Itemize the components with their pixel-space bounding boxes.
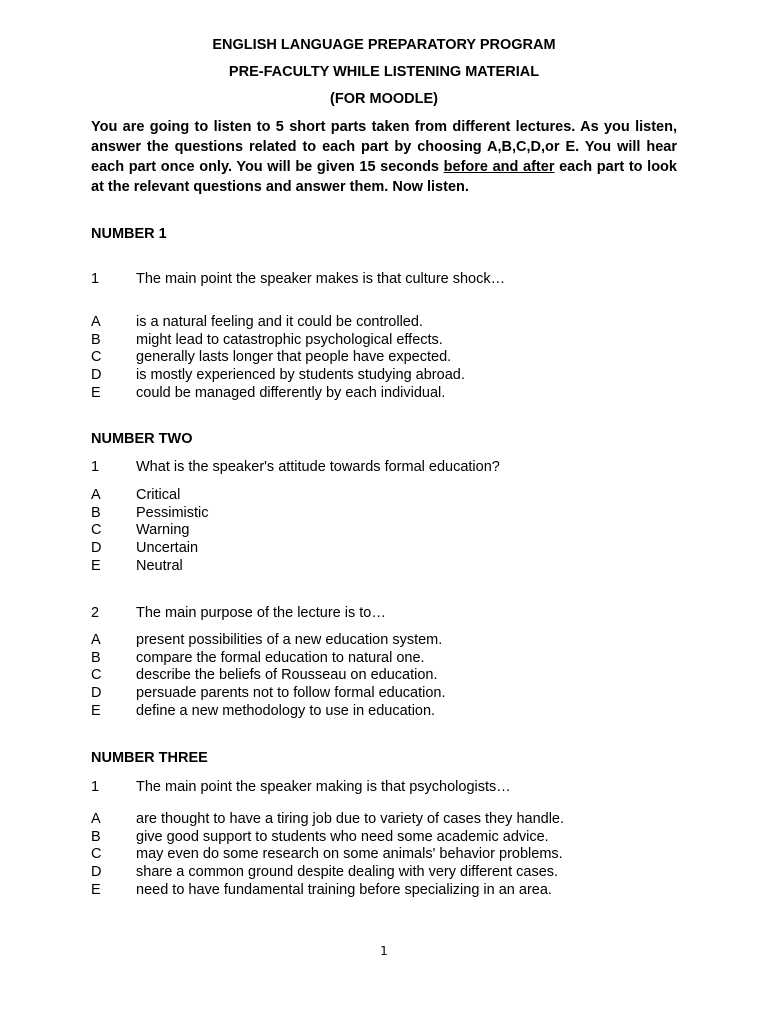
question-number: 2 xyxy=(91,605,100,621)
option-letter: D xyxy=(91,367,102,384)
option-text: Warning xyxy=(136,522,190,539)
question-text: The main purpose of the lecture is to… xyxy=(136,605,386,621)
option-item xyxy=(91,522,691,540)
option-letter: A xyxy=(91,632,101,648)
option-text: Pessimistic xyxy=(136,504,209,521)
option-text: Neutral xyxy=(136,557,183,574)
option-item xyxy=(91,487,691,505)
options-list xyxy=(91,314,691,402)
option-text: Critical xyxy=(136,487,181,503)
instructions-paragraph xyxy=(91,117,677,197)
option-text: define a new methodology to use in education. xyxy=(136,702,436,719)
option-text: are thought to have a tiring job due to variety of cases they handle. xyxy=(136,811,565,827)
instructions-text-1: You are going to listen to 5 short parts taken from different lectures. As you listen, answer the questions related to each part by choosing A,B,C,D,or E. You will hear each part once only. You will be given 15 seconds xyxy=(91,119,677,175)
page-number: 1 xyxy=(380,944,388,958)
section-heading: NUMBER TWO xyxy=(91,431,193,447)
option-item xyxy=(91,349,691,367)
option-letter: D xyxy=(91,540,102,557)
option-letter: D xyxy=(91,685,102,702)
option-item xyxy=(91,685,691,703)
option-item xyxy=(91,846,691,864)
option-text: persuade parents not to follow formal education. xyxy=(136,685,446,702)
options-list xyxy=(91,811,691,899)
option-letter: A xyxy=(91,487,101,503)
instructions-underlined: before and after xyxy=(443,159,555,175)
section-heading: NUMBER THREE xyxy=(91,750,208,766)
program-title: ENGLISH LANGUAGE PREPARATORY PROGRAM xyxy=(212,37,556,53)
options-list xyxy=(91,632,691,720)
option-text: might lead to catastrophic psychological effects. xyxy=(136,331,443,348)
option-letter: C xyxy=(91,522,102,539)
option-letter: B xyxy=(91,504,101,521)
option-item xyxy=(91,558,691,576)
option-text: is mostly experienced by students studying abroad. xyxy=(136,367,465,384)
option-text: describe the beliefs of Rousseau on education. xyxy=(136,667,438,684)
option-item xyxy=(91,540,691,558)
option-letter: B xyxy=(91,649,101,666)
option-letter: B xyxy=(91,828,101,845)
option-item xyxy=(91,882,691,900)
option-text: need to have fundamental training before specializing in an area. xyxy=(136,881,552,898)
option-item xyxy=(91,385,691,403)
option-item xyxy=(91,703,691,721)
option-letter: C xyxy=(91,846,102,863)
option-item xyxy=(91,650,691,668)
question-number: 1 xyxy=(91,459,100,475)
option-text: may even do some research on some animals' behavior problems. xyxy=(136,846,563,863)
option-item xyxy=(91,811,691,829)
option-item xyxy=(91,632,691,650)
option-text: Uncertain xyxy=(136,540,199,557)
option-item xyxy=(91,314,691,332)
options-list xyxy=(91,487,691,575)
material-title: PRE-FACULTY WHILE LISTENING MATERIAL xyxy=(228,64,540,80)
option-letter: E xyxy=(91,557,101,574)
option-item xyxy=(91,829,691,847)
option-item xyxy=(91,864,691,882)
option-item xyxy=(91,367,691,385)
option-letter: E xyxy=(91,384,101,401)
option-text: give good support to students who need some academic advice. xyxy=(136,828,549,845)
option-letter: A xyxy=(91,811,101,827)
option-letter: A xyxy=(91,314,101,330)
moodle-label: (FOR MOODLE) xyxy=(330,91,438,107)
question-number: 1 xyxy=(91,779,100,795)
option-text: compare the formal education to natural one. xyxy=(136,649,425,666)
instructions-text-2: each part to look at the relevant questions and answer them. Now listen. xyxy=(91,159,677,195)
question-text: The main point the speaker making is that psychologists… xyxy=(136,779,511,795)
question-text: What is the speaker's attitude towards formal education? xyxy=(136,459,500,475)
option-letter: D xyxy=(91,864,102,881)
option-item xyxy=(91,332,691,350)
option-letter: C xyxy=(91,667,102,684)
question-text: The main point the speaker makes is that culture shock… xyxy=(136,271,506,287)
option-letter: E xyxy=(91,881,101,898)
option-item xyxy=(91,505,691,523)
option-letter: C xyxy=(91,349,102,366)
option-text: is a natural feeling and it could be controlled. xyxy=(136,314,423,330)
option-text: share a common ground despite dealing with very different cases. xyxy=(136,864,559,881)
option-letter: E xyxy=(91,702,101,719)
option-letter: B xyxy=(91,331,101,348)
option-item xyxy=(91,667,691,685)
option-text: generally lasts longer that people have expected. xyxy=(136,349,452,366)
option-text: present possibilities of a new education system. xyxy=(136,632,443,648)
question-number: 1 xyxy=(91,271,100,287)
section-heading: NUMBER 1 xyxy=(91,226,167,242)
option-text: could be managed differently by each individual. xyxy=(136,384,446,401)
